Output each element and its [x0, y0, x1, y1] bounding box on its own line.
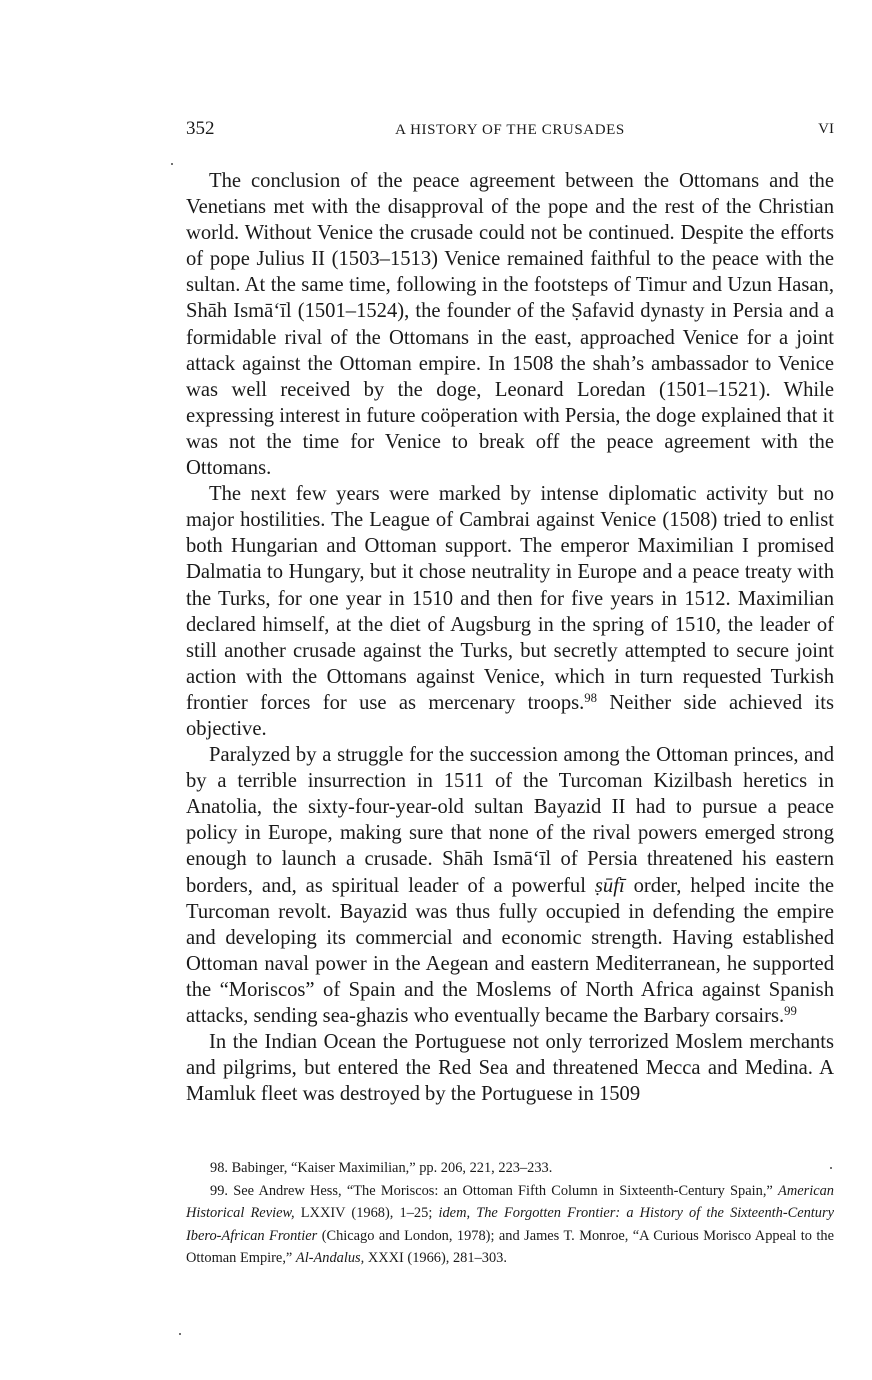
footnote-ref-99[interactable]: 99 — [784, 1003, 797, 1018]
footnote-99-text-c: (Chicago and London, 1978); and James T. Monroe, “A Curious Morisco Appeal to the Ottoman Empire,” — [186, 1227, 835, 1266]
main-text — [186, 168, 834, 1107]
journal-title-al-andalus: Al-Andalus, — [295, 1250, 365, 1266]
paragraph-3-text-a: Paralyzed by a struggle for the succession among the Ottoman princes, and by a terrible insurrection in 1511 of the Turcoman Kizilbash heretics in Anatolia, the sixty-four-year-old sultan Bayazid II had to pursue a peace policy in Europe, making sure that none of the rival powers emerged strong enough to launch a crusade. Shāh Ismā‘īl of Persia threatened his eastern borders, and, as spiritual leader of a powerful — [186, 744, 834, 897]
footnote-99 — [186, 1180, 834, 1270]
running-header — [186, 117, 834, 141]
footnote-99-text-b: LXXIV (1968), 1–25; — [294, 1205, 439, 1221]
footnote-99-text-a: 99. See Andrew Hess, “The Moriscos: an Ottoman Fifth Column in Sixteenth-Century Spain,” — [210, 1182, 779, 1199]
paragraph-2 — [186, 481, 834, 742]
footnote-ref-98[interactable]: 98 — [584, 690, 598, 705]
footnote-98: 98. Babinger, “Kaiser Maximilian,” pp. 206, 221, 223–233. — [210, 1160, 553, 1176]
paragraph-1: The conclusion of the peace agreement between the Ottomans and the Venetians met with the disapproval of the pope and the rest of the Christian world. Without Venice the crusade could not be continued. Despite the efforts of pope Julius II (1503–1513) Venice remained faithful to the peace with the sultan. At the same time, following in the footsteps of Timur and Uzun Hasan, Shāh Ismā‘īl (1501–1524), the founder of the Ṣafavid dynasty in Persia and a formidable rival of the Ottomans in the east, approached Venice for a joint attack against the Ottoman empire. In 1508 the shah’s ambassador to Venice was well received by the doge, Leonard Loredan (1501–1521). While expressing interest in future coöperation with Persia, the doge explained that it was not the time for Venice to break off the peace agreement with the Ottomans. — [186, 170, 834, 480]
sufi-term: ṣūfī — [594, 874, 625, 897]
footnotes — [186, 1157, 834, 1270]
book-title: idem, The Forgotten Frontier: a History of the Sixteenth-Century Ibero-African Frontier — [186, 1205, 834, 1244]
paragraph-2-text: The next few years were marked by intense diplomatic activity but no major hostilities. The League of Cambrai against Venice (1508) tried to enlist both Hungarian and Ottoman support. The emperor Maximilian I promised Dalmatia to Hungary, but it chose neutrality in Europe and a peace treaty with the Turks, for one year in 1510 and then for five years in 1512. Maximilian declared himself, at the diet of Augsburg in the spring of 1510, the leader of still another crusade against the Turks, but secretly attempted to secure joint action with the Ottomans against Venice, which in turn requested Turkish frontier forces for use as mercenary troops. — [186, 483, 834, 714]
paragraph-2-end: Neither side achieved its objective. — [186, 691, 835, 740]
volume-number: VI — [818, 121, 834, 137]
footnote-99-text-d: XXXI (1966), 281–303. — [364, 1250, 507, 1266]
paragraph-3-text-b: order, helped incite the Turcoman revolt. Bayazid was thus fully occupied in defending the empire and developing its commercial and economic strength. Having established Ottoman naval power in the Aegean and eastern Mediterranean, he supported the “Moriscos” of Spain and the Moslems of North Africa against Spanish attacks, sending sea-ghazis who eventually became the Barbary corsairs. — [186, 874, 835, 1027]
paragraph-3 — [186, 742, 834, 1029]
scan-speck — [830, 1167, 832, 1169]
scan-speck — [171, 163, 173, 165]
paragraph-4: In the Indian Ocean the Portuguese not only terrorized Moslem merchants and pilgrims, but entered the Red Sea and threatened Mecca and Medina. A Mamluk fleet was destroyed by the Portuguese in 1509 — [186, 1031, 834, 1106]
journal-title-ahr: American Historical Review, — [186, 1182, 834, 1221]
running-title: A HISTORY OF THE CRUSADES — [395, 122, 625, 138]
page-number: 352 — [186, 118, 215, 139]
scan-speck — [179, 1333, 181, 1335]
